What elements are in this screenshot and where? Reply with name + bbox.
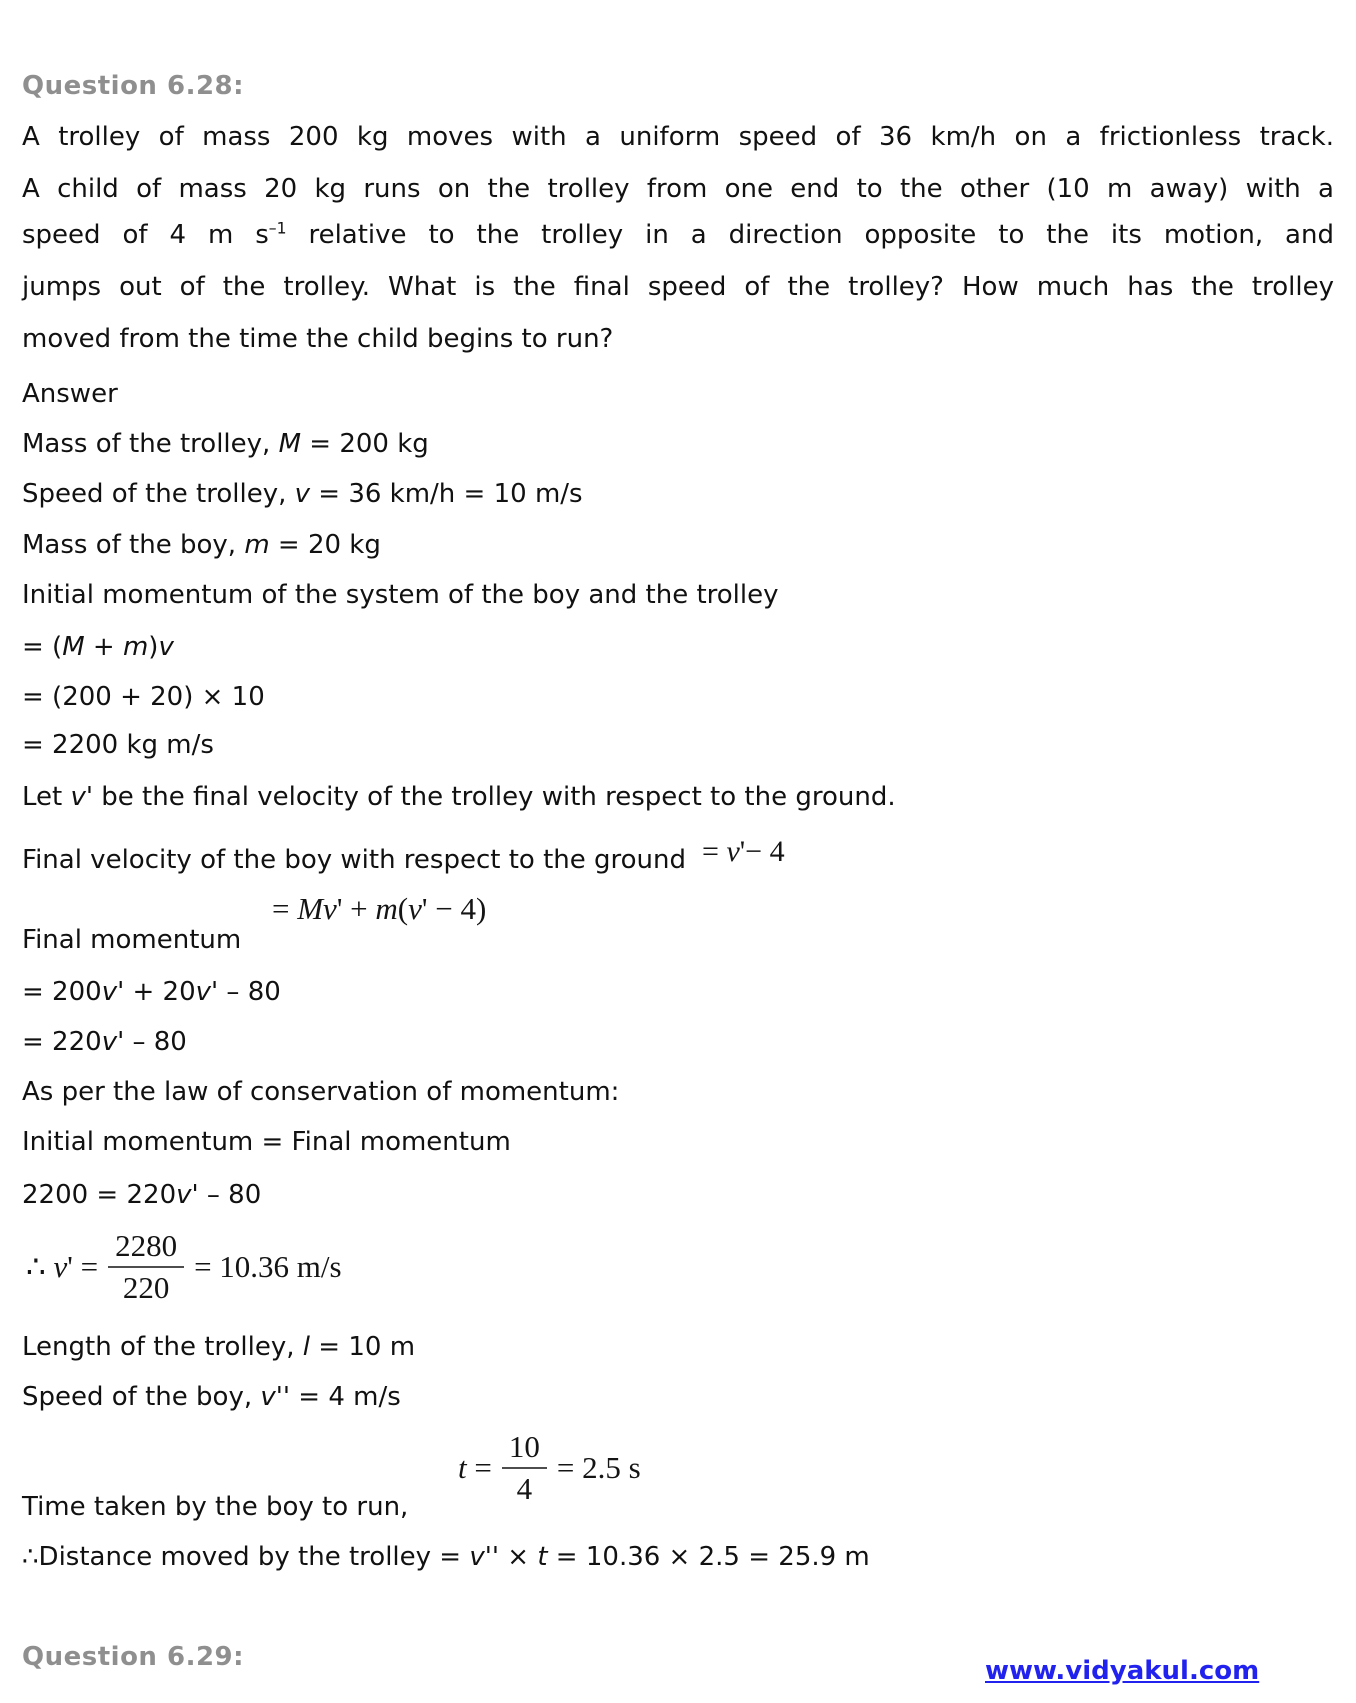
length-trolley-line: Length of the trolley, l = 10 m [22,1332,416,1362]
equation-line: 2200 = 220v' – 80 [22,1180,262,1210]
equation-line: = (200 + 20) × 10 [22,682,265,712]
time-taken-label: Time taken by the boy to run, [22,1492,409,1522]
speed-boy-line: Speed of the boy, v'' = 4 m/s [22,1382,401,1412]
fraction-denominator: 220 [122,1270,170,1305]
mass-trolley-line: Mass of the trolley, M = 200 kg [22,429,429,459]
conservation-law-line: As per the law of conservation of momentum: [22,1077,620,1107]
equation-prefix: ∴ v' = [26,1249,99,1284]
time-fraction-equation [458,1429,641,1507]
question-6-28-heading: Question 6.28: [22,71,245,101]
final-velocity-boy-line [22,835,785,876]
equation-line: = (M + m)v [22,632,174,662]
velocity-fraction-equation [26,1228,342,1306]
equation-line: = 220v' – 80 [22,1027,187,1057]
equation-prefix: t = [458,1450,492,1485]
speed-trolley-line: Speed of the trolley, v = 36 km/h = 10 m/s [22,479,583,509]
question-text-line: moved from the time the child begins to run? [22,324,614,354]
mass-boy-line: Mass of the boy, m = 20 kg [22,530,381,560]
momentum-equality-line: Initial momentum = Final momentum [22,1127,511,1157]
equation-line: = 200v' + 20v' – 80 [22,977,281,1007]
question-6-29-heading: Question 6.29: [22,1642,245,1672]
fraction-numerator: 2280 [108,1228,184,1268]
final-momentum-label: Final momentum [22,925,242,955]
question-text-line: A child of mass 20 kg runs on the trolley from one end to the other (10 m away) with a [22,174,1334,204]
question-text-line: jumps out of the trolley. What is the final speed of the trolley? How much has the trolley [22,272,1334,302]
initial-momentum-label: Initial momentum of the system of the boy and the trolley [22,580,779,610]
equation-line: = 2200 kg m/s [22,730,214,760]
fraction [108,1228,184,1306]
let-v-line: Let v' be the final velocity of the trolley with respect to the ground. [22,782,896,812]
fraction-denominator: 4 [516,1471,533,1506]
final-velocity-formula: = v'− 4 [702,835,785,868]
question-text-line: A trolley of mass 200 kg moves with a uniform speed of 36 km/h on a frictionless track. [22,122,1334,152]
distance-result-line: ∴Distance moved by the trolley = v'' × t = 10.36 × 2.5 = 25.9 m [22,1542,870,1572]
final-velocity-boy-text: Final velocity of the boy with respect to the ground [22,845,687,875]
equation-suffix: = 10.36 m/s [194,1249,342,1284]
vidyakul-footer-link[interactable]: www.vidyakul.com [985,1656,1260,1686]
question-text-line: speed of 4 m $s^{-1}$ relative to the trolley in a direction opposite to the its motion, and [22,219,1334,250]
fraction [502,1429,547,1507]
fraction-numerator: 10 [502,1429,547,1469]
equation-suffix: = 2.5 s [556,1450,641,1485]
answer-label: Answer [22,379,118,409]
final-momentum-formula: = Mv' + m(v' − 4) [272,891,487,926]
